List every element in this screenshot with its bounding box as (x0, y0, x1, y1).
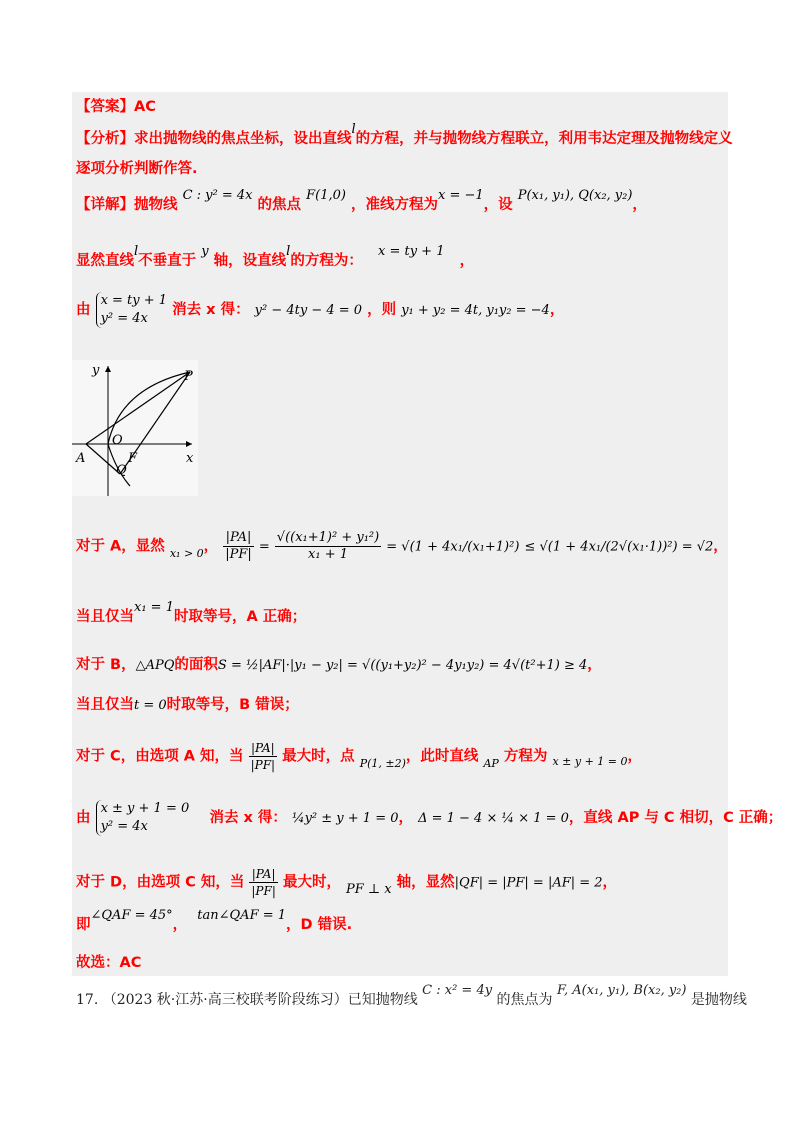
point-q-label: Q (116, 463, 127, 478)
option-text: ，D 错误. (286, 917, 353, 933)
option-text: 当且仅当 (76, 697, 134, 713)
detail-text: 由 (76, 302, 91, 318)
detail-text: ， (459, 253, 475, 269)
answer-line (76, 98, 156, 116)
system-eq: x ± y + 1 = 0 (100, 801, 190, 816)
line-ap-label: AP (483, 756, 499, 770)
option-text: 时取等号，A 正确； (173, 609, 307, 625)
option-text: ， (398, 810, 413, 826)
condition-x1: x₁ > 0 (169, 546, 204, 560)
option-text: 即 (76, 917, 91, 933)
quadratic-equation: ¼y² ± y + 1 = 0 (291, 811, 399, 826)
option-text: ，直线 AP 与 C 相切，C 正确； (568, 810, 783, 826)
discriminant: Δ = 1 − 4 × ¼ × 1 = 0 (418, 811, 569, 826)
option-text: 对于 C，由选项 A 知，当 (76, 748, 244, 765)
perpendicular-expression: PF ⊥ x (346, 881, 392, 897)
equal-lengths: |QF| = |PF| = |AF| = 2 (454, 875, 603, 891)
detail-line-3 (76, 292, 564, 328)
option-c-line-2 (76, 800, 782, 836)
option-text: ， (203, 538, 219, 555)
detail-text: ，则 (367, 302, 397, 318)
option-text: 当且仅当 (76, 609, 134, 625)
analysis-line-2 (76, 160, 198, 178)
tan-expression: tan∠QAF = 1 (197, 908, 287, 923)
line-l-symbol: l (286, 244, 291, 259)
equation-system (96, 292, 168, 328)
detail-text: ， (632, 197, 647, 213)
line-aq (86, 444, 120, 474)
detail-text: 不垂直于 (138, 253, 197, 269)
ratio-pa-pf (223, 530, 254, 563)
question-17 (76, 983, 747, 1011)
frac-num: |PA| (249, 740, 278, 757)
detail-text: ，设 (483, 197, 513, 213)
distance-fraction (275, 530, 381, 563)
option-text: ， (602, 874, 618, 891)
line-ap-equation: x ± y + 1 = 0 (552, 754, 628, 768)
detail-line-2 (76, 244, 475, 271)
option-text: 的面积 (174, 657, 218, 673)
final-answer-line (76, 954, 141, 972)
option-text: 方程为 (503, 748, 548, 765)
question-text: 是抛物线 (690, 992, 747, 1008)
ratio-pa-pf (249, 740, 278, 773)
focus-point: F(1,0) (306, 188, 346, 203)
x-axis-arrow (186, 441, 192, 447)
option-text: 最大时，点 (282, 748, 355, 765)
final-label: 故选： (76, 955, 120, 971)
analysis-line-1 (76, 122, 733, 149)
inequality-expression: ≤ √(1 + 4x₁/(2√(x₁·1))²) = √2 (524, 539, 714, 555)
option-text: 对于 B， (76, 657, 136, 673)
option-text: ， (587, 657, 602, 673)
option-d-line-1 (76, 866, 617, 899)
ratio-pa-pf (249, 866, 278, 899)
option-text: 最大时， (282, 874, 341, 891)
frac-num: |PA| (249, 866, 278, 883)
frac-den: x₁ + 1 (308, 547, 348, 562)
point-f-label: F (128, 451, 138, 466)
directrix-equation: x = −1 (438, 188, 484, 203)
angle-qaf: ∠QAF = 45° (90, 908, 173, 923)
line-ap (86, 372, 190, 444)
option-b-line-2 (76, 696, 299, 715)
parabola-figure (72, 360, 198, 496)
option-d-line-2 (76, 908, 353, 935)
option-text: ，此时直线 (405, 748, 479, 765)
detail-text: 的焦点 (257, 197, 302, 213)
detail-label: 【详解】 (76, 197, 134, 213)
frac-den: |PF| (250, 758, 276, 772)
line-l-symbol: l (134, 244, 139, 259)
point-p-coords: P(1, ±2) (359, 756, 406, 770)
points-fab: F, A(x₁, y₁), B(x₂, y₂) (556, 983, 687, 998)
detail-text: ， (549, 302, 565, 318)
answer-label: 【答案】 (76, 99, 134, 115)
system-eq: y² = 4x (100, 819, 148, 834)
option-a-line-2 (76, 600, 307, 627)
triangle-apq: △APQ (135, 658, 175, 673)
option-text: 对于 A，显然 (76, 538, 165, 555)
system-eq: x = ty + 1 (100, 293, 168, 308)
frac-num: |PA| (223, 530, 254, 547)
detail-text: 轴，设直线 (213, 253, 287, 269)
y-axis-arrow (105, 366, 111, 372)
system-eq: y² = 4x (100, 311, 148, 326)
question-number: 17. (76, 992, 99, 1008)
equality-condition: t = 0 (134, 698, 167, 713)
detail-text: 的方程为： (290, 253, 363, 269)
frac-den: |PF| (225, 547, 252, 562)
analysis-text: 逐项分析判断作答. (76, 161, 198, 177)
answer-value: AC (134, 99, 156, 115)
parabola-equation: C : x² = 4y (422, 983, 493, 998)
option-text: 时取等号，B 错误； (166, 697, 299, 713)
analysis-label: 【分析】 (76, 131, 134, 147)
option-text: 轴，显然 (396, 874, 455, 891)
analysis-text: 的方程，并与抛物线方程联立，利用韦达定理及抛物线定义 (355, 131, 733, 147)
sqrt-expression: = √(1 + 4x₁/(x₁+1)²) (386, 539, 520, 555)
option-text: 消去 x 得： (209, 810, 287, 826)
option-text: ， (713, 538, 728, 555)
quadratic-equation: y² − 4ty − 4 = 0 (254, 303, 363, 318)
point-p-label: P (184, 369, 193, 384)
equals-sign: = (258, 539, 270, 555)
area-expression: S = ½|AF|·|y₁ − y₂| = √((y₁+y₂)² − 4y₁y₂) = 4√(t²+1) ≥ 4 (217, 658, 588, 673)
detail-text: ，准线方程为 (351, 197, 439, 213)
option-a-line-1 (76, 530, 728, 563)
points-pq: P(x₁, y₁), Q(x₂, y₂) (517, 188, 633, 203)
detail-text: 消去 x 得： (172, 302, 250, 318)
y-axis-label: y (92, 363, 100, 378)
x-axis-label: x (186, 451, 194, 466)
analysis-text: 求出抛物线的焦点坐标，设出直线 (134, 131, 352, 147)
vieta-relation: y₁ + y₂ = 4t, y₁y₂ = −4 (401, 303, 550, 318)
option-b-line-1 (76, 656, 602, 675)
equation-system (96, 800, 190, 836)
option-c-line-1 (76, 740, 642, 773)
frac-den: |PF| (251, 884, 276, 898)
option-text: 由 (76, 810, 91, 826)
y-symbol: y (201, 244, 209, 259)
final-value: AC (119, 955, 142, 971)
detail-text: 显然直线 (76, 253, 134, 269)
line-equation: x = ty + 1 (377, 244, 445, 259)
parabola-figure-svg (72, 360, 198, 496)
detail-text: 抛物线 (134, 197, 178, 213)
question-text: 的焦点为 (496, 992, 553, 1008)
detail-line-1 (76, 188, 647, 215)
frac-num: √((x₁+1)² + y₁²) (276, 530, 380, 545)
option-text: ， (172, 917, 188, 933)
option-text: ， (627, 748, 642, 765)
line-l-symbol: l (351, 122, 356, 137)
parabola-equation: C : y² = 4x (182, 188, 253, 203)
option-text: 对于 D，由选项 C 知，当 (76, 874, 245, 891)
equality-condition: x₁ = 1 (134, 600, 174, 615)
origin-label: O (112, 433, 123, 448)
point-a-label: A (76, 451, 86, 466)
question-source: （2023 秋·江苏·高三校联考阶段练习）已知抛物线 (102, 992, 418, 1008)
